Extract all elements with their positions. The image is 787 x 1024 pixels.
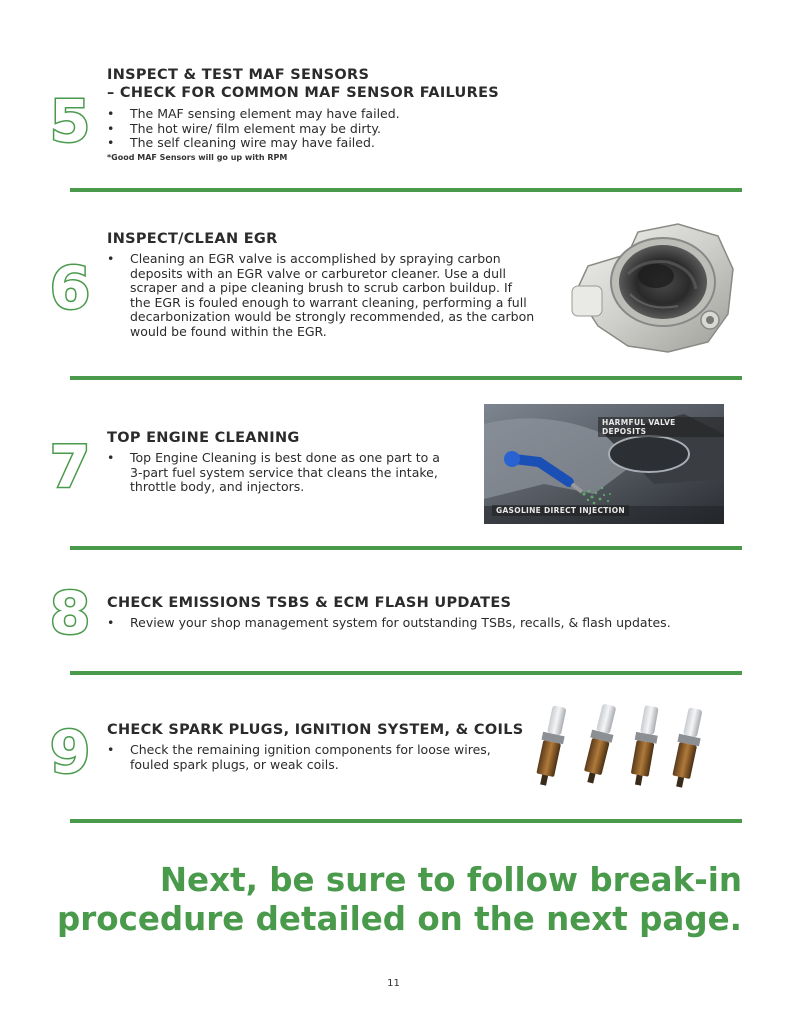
section-8-title: CHECK EMISSIONS TSBS & ECM FLASH UPDATES	[107, 595, 512, 611]
bullet-item	[107, 743, 491, 772]
closing-line-2: procedure detailed on the next page.	[56, 900, 742, 938]
bullet-line: • Check the remaining ignition components for loose wires,	[130, 742, 491, 757]
bullet-line: would be found within the EGR.	[130, 323, 327, 339]
bullet-item: • The MAF sensing element may have failed.	[107, 107, 400, 122]
spark-plugs-image	[535, 700, 730, 788]
divider	[70, 546, 742, 550]
bullet-line: throttle body, and injectors.	[130, 479, 305, 495]
bullet-line: the EGR is fouled enough to warrant cleaning, performing a full	[130, 294, 527, 310]
section-5-title-line2: – CHECK FOR COMMON MAF SENSOR FAILURES	[107, 85, 500, 101]
section-9-bullets	[107, 743, 491, 772]
bullet-line: deposits with an EGR valve or carburetor cleaner. Use a dull	[130, 265, 506, 281]
bullet-item: • The self cleaning wire may have failed.	[107, 136, 400, 151]
divider	[70, 376, 742, 380]
engine-cutaway-image	[484, 404, 724, 524]
section-8-bullets	[107, 616, 671, 631]
egr-valve-image	[568, 214, 740, 358]
bullet-item	[107, 252, 534, 340]
section-7-bullets	[107, 451, 440, 495]
closing-line-1: Next, be sure to follow break-in	[159, 861, 742, 899]
bullet-line: • Top Engine Cleaning is best done as one part to a	[130, 450, 440, 465]
divider	[70, 819, 742, 823]
bullet-item	[107, 451, 440, 495]
image-label-direct-injection: GASOLINE DIRECT INJECTION	[492, 505, 629, 516]
section-5-bullets	[107, 107, 400, 151]
page-number: 11	[387, 978, 400, 989]
section-6-bullets	[107, 252, 534, 340]
image-label-valve-deposits: HARMFUL VALVE DEPOSITS	[598, 417, 724, 437]
step-number-7: 7	[49, 433, 91, 501]
bullet-line: scraper and a pipe cleaning brush to scrub carbon buildup. If	[130, 280, 513, 296]
step-number-6: 6	[49, 254, 91, 322]
bullet-item: • Review your shop management system for outstanding TSBs, recalls, & flash updates.	[107, 616, 671, 631]
step-number-9: 9	[49, 718, 91, 786]
divider	[70, 671, 742, 675]
step-number-8: 8	[49, 579, 91, 647]
section-7-title: TOP ENGINE CLEANING	[107, 430, 300, 446]
section-5-note: *Good MAF Sensors will go up with RPM	[107, 153, 288, 162]
bullet-item: • The hot wire/ film element may be dirty.	[107, 122, 400, 137]
bullet-line: decarbonization would be strongly recommended, as the carbon	[130, 309, 535, 325]
divider	[70, 188, 742, 192]
bullet-line: 3-part fuel system service that cleans the intake,	[130, 464, 438, 480]
section-6-title: INSPECT/CLEAN EGR	[107, 231, 278, 247]
section-5-title-line1: INSPECT & TEST MAF SENSORS	[107, 67, 370, 83]
bullet-line: fouled spark plugs, or weak coils.	[130, 756, 339, 772]
section-9-title: CHECK SPARK PLUGS, IGNITION SYSTEM, & COILS	[107, 722, 524, 738]
step-number-5: 5	[49, 87, 91, 155]
bullet-line: • Cleaning an EGR valve is accomplished by spraying carbon	[130, 251, 501, 266]
